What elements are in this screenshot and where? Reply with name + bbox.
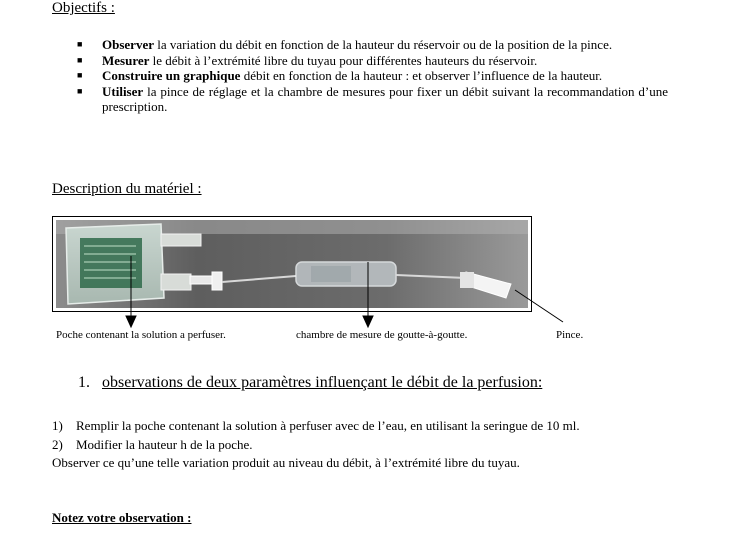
bullet-square-icon: ■ bbox=[77, 39, 83, 49]
section-title-text: observations de deux paramètres influençant le débit de la perfusion: bbox=[102, 374, 543, 391]
objectif-text: le débit à l’extrémité libre du tuyau pour différentes hauteurs du réservoir. bbox=[149, 52, 538, 68]
objectif-keyword: Construire un graphique bbox=[102, 68, 241, 83]
step-number: 1) bbox=[52, 418, 63, 433]
section-number: 1. bbox=[78, 374, 90, 391]
observation-instruction: Observer ce qu’une telle variation produit au niveau du débit, à l’extrémité libre du tuyau. bbox=[52, 455, 520, 470]
bullet-square-icon: ■ bbox=[77, 54, 83, 65]
objectif-text: la pince de réglage et la chambre de mesures pour fixer un débit suivant la recommandation d’une prescription. bbox=[102, 83, 668, 114]
section-title bbox=[78, 374, 542, 392]
step-text: Modifier la hauteur h de la poche. bbox=[76, 436, 253, 452]
objectif-keyword: Mesurer bbox=[102, 52, 150, 68]
arrow-head-poche bbox=[126, 316, 136, 327]
note-heading: Notez votre observation : bbox=[52, 510, 192, 525]
step-item bbox=[52, 436, 667, 455]
caption-poche: Poche contenant la solution a perfuser. bbox=[56, 329, 226, 341]
objectifs-heading: Objectifs : bbox=[52, 0, 115, 16]
caption-chambre: chambre de mesure de goutte-à-goutte. bbox=[296, 329, 468, 341]
description-heading: Description du matériel : bbox=[52, 181, 202, 197]
objectif-text: la variation du débit en fonction de la hauteur du réservoir ou de la position de la pince. bbox=[153, 37, 613, 52]
step-item bbox=[52, 417, 667, 436]
caption-pince: Pince. bbox=[556, 329, 584, 341]
objectifs-list bbox=[74, 37, 668, 115]
objectif-keyword: Observer bbox=[102, 37, 154, 52]
equipment-photo bbox=[52, 216, 532, 312]
objectif-item bbox=[74, 84, 668, 115]
objectif-item bbox=[74, 37, 668, 53]
bullet-square-icon: ■ bbox=[77, 85, 83, 96]
bullet-square-icon: ■ bbox=[77, 70, 83, 80]
arrow-head-chambre bbox=[363, 316, 373, 327]
drip-chamber-icon bbox=[296, 262, 396, 286]
objectif-item bbox=[74, 53, 668, 69]
objectif-keyword: Utiliser bbox=[102, 83, 144, 99]
steps-list bbox=[52, 417, 667, 473]
objectif-text: débit en fonction de la hauteur : et observer l’influence de la hauteur. bbox=[240, 68, 603, 83]
perfusion-set-illustration bbox=[56, 220, 528, 308]
step-number: 2) bbox=[52, 436, 63, 452]
step-text: Remplir la poche contenant la solution à perfuser avec de l’eau, en utilisant la seringue de 10 ml. bbox=[76, 418, 580, 433]
objectif-item bbox=[74, 68, 668, 84]
